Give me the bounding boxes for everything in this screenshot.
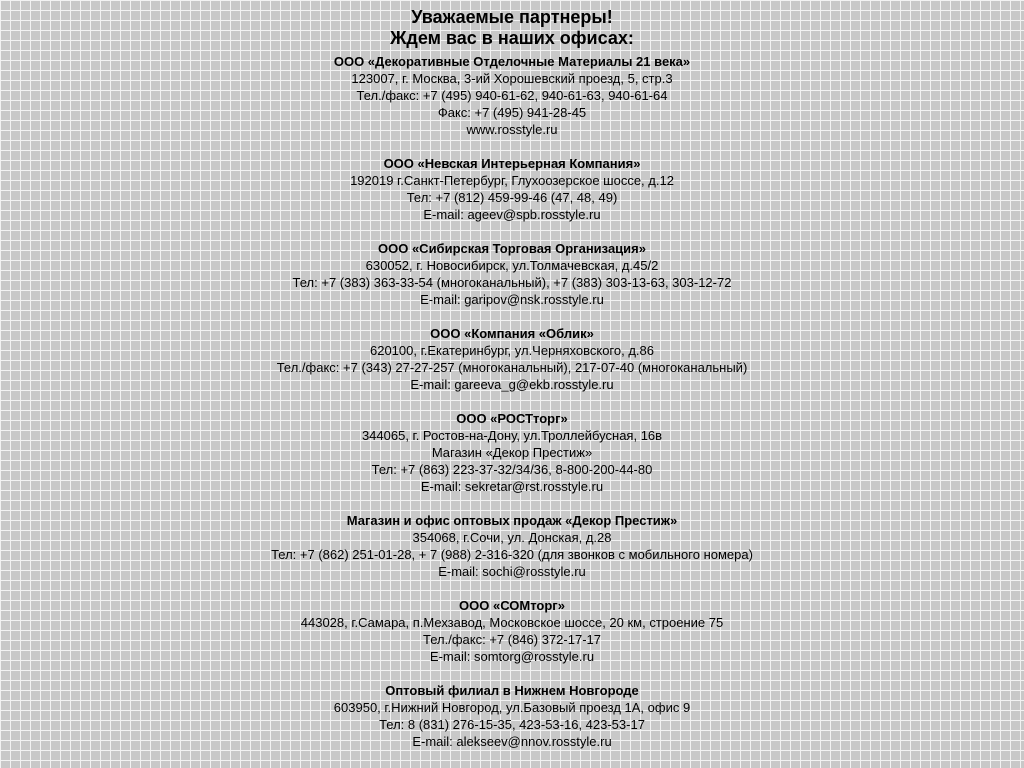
office-contact-link[interactable]: E-mail: alekseev@nnov.rosstyle.ru bbox=[412, 734, 612, 749]
office-block bbox=[0, 682, 1024, 750]
office-detail-line: Тел: +7 (383) 363-33-54 (многоканальный), +7 (383) 303-13-63, 303-12-72 bbox=[292, 275, 732, 290]
office-name: ООО «Невская Интерьерная Компания» bbox=[383, 156, 641, 171]
office-block bbox=[0, 410, 1024, 495]
office-detail-line: 620100, г.Екатеринбург, ул.Черняховского, д.86 bbox=[369, 343, 655, 358]
office-detail-line: 443028, г.Самара, п.Мехзавод, Московское шоссе, 20 км, строение 75 bbox=[300, 615, 724, 630]
office-detail-line: Тел: +7 (862) 251-01-28, + 7 (988) 2-316-320 (для звонков с мобильного номера) bbox=[271, 547, 753, 562]
office-name: ООО «РОСТторг» bbox=[456, 411, 568, 426]
office-block bbox=[0, 240, 1024, 308]
office-name: ООО «Компания «Облик» bbox=[430, 326, 594, 341]
page-heading bbox=[0, 0, 1024, 49]
office-name: ООО «СОМторг» bbox=[459, 598, 565, 613]
office-detail-line: Тел./факс: +7 (495) 940-61-62, 940-61-63, 940-61-64 bbox=[356, 88, 668, 103]
office-block bbox=[0, 53, 1024, 138]
office-contact-link[interactable]: E-mail: somtorg@rosstyle.ru bbox=[429, 649, 595, 664]
office-block bbox=[0, 325, 1024, 393]
office-name: Магазин и офис оптовых продаж «Декор Престиж» bbox=[346, 513, 678, 528]
office-contact-link[interactable]: E-mail: sochi@rosstyle.ru bbox=[438, 564, 586, 579]
office-contact-link[interactable]: E-mail: ageev@spb.rosstyle.ru bbox=[423, 207, 601, 222]
office-detail-line: 603950, г.Нижний Новгород, ул.Базовый проезд 1А, офис 9 bbox=[333, 700, 691, 715]
office-contact-link[interactable]: E-mail: garipov@nsk.rosstyle.ru bbox=[420, 292, 604, 307]
office-contact-link[interactable]: www.rosstyle.ru bbox=[466, 122, 558, 137]
heading-greeting: Уважаемые партнеры! bbox=[411, 7, 613, 27]
office-detail-line: Тел./факс: +7 (846) 372-17-17 bbox=[423, 632, 601, 647]
office-detail-line: 123007, г. Москва, 3-ий Хорошевский проезд, 5, стр.3 bbox=[351, 71, 673, 86]
office-detail-line: Магазин «Декор Престиж» bbox=[431, 445, 593, 460]
office-detail-line: 630052, г. Новосибирск, ул.Толмачевская, д.45/2 bbox=[365, 258, 659, 273]
office-block bbox=[0, 597, 1024, 665]
office-detail-line: Тел: +7 (863) 223-37-32/34/36, 8-800-200-44-80 bbox=[371, 462, 653, 477]
office-block bbox=[0, 155, 1024, 223]
office-name: Оптовый филиал в Нижнем Новгороде bbox=[385, 683, 639, 698]
office-contact-link[interactable]: E-mail: gareeva_g@ekb.rosstyle.ru bbox=[410, 377, 614, 392]
heading-invitation: Ждем вас в наших офисах: bbox=[390, 28, 634, 48]
office-detail-line: Тел: +7 (812) 459-99-46 (47, 48, 49) bbox=[406, 190, 618, 205]
office-name: ООО «Декоративные Отделочные Материалы 21 века» bbox=[333, 54, 691, 69]
office-block bbox=[0, 512, 1024, 580]
office-detail-line: 192019 г.Санкт-Петербург, Глухоозерское шоссе, д.12 bbox=[350, 173, 674, 188]
office-detail-line: Факс: +7 (495) 941-28-45 bbox=[437, 105, 587, 120]
office-contact-link[interactable]: E-mail: sekretar@rst.rosstyle.ru bbox=[420, 479, 604, 494]
offices-list bbox=[0, 53, 1024, 750]
office-detail-line: 354068, г.Сочи, ул. Донская, д.28 bbox=[412, 530, 612, 545]
office-detail-line: Тел: 8 (831) 276-15-35, 423-53-16, 423-53-17 bbox=[379, 717, 645, 732]
office-detail-line: 344065, г. Ростов-на-Дону, ул.Троллейбусная, 16в bbox=[361, 428, 663, 443]
office-name: ООО «Сибирская Торговая Организация» bbox=[378, 241, 646, 256]
office-detail-line: Тел./факс: +7 (343) 27-27-257 (многоканальный), 217-07-40 (многоканальный) bbox=[276, 360, 748, 375]
